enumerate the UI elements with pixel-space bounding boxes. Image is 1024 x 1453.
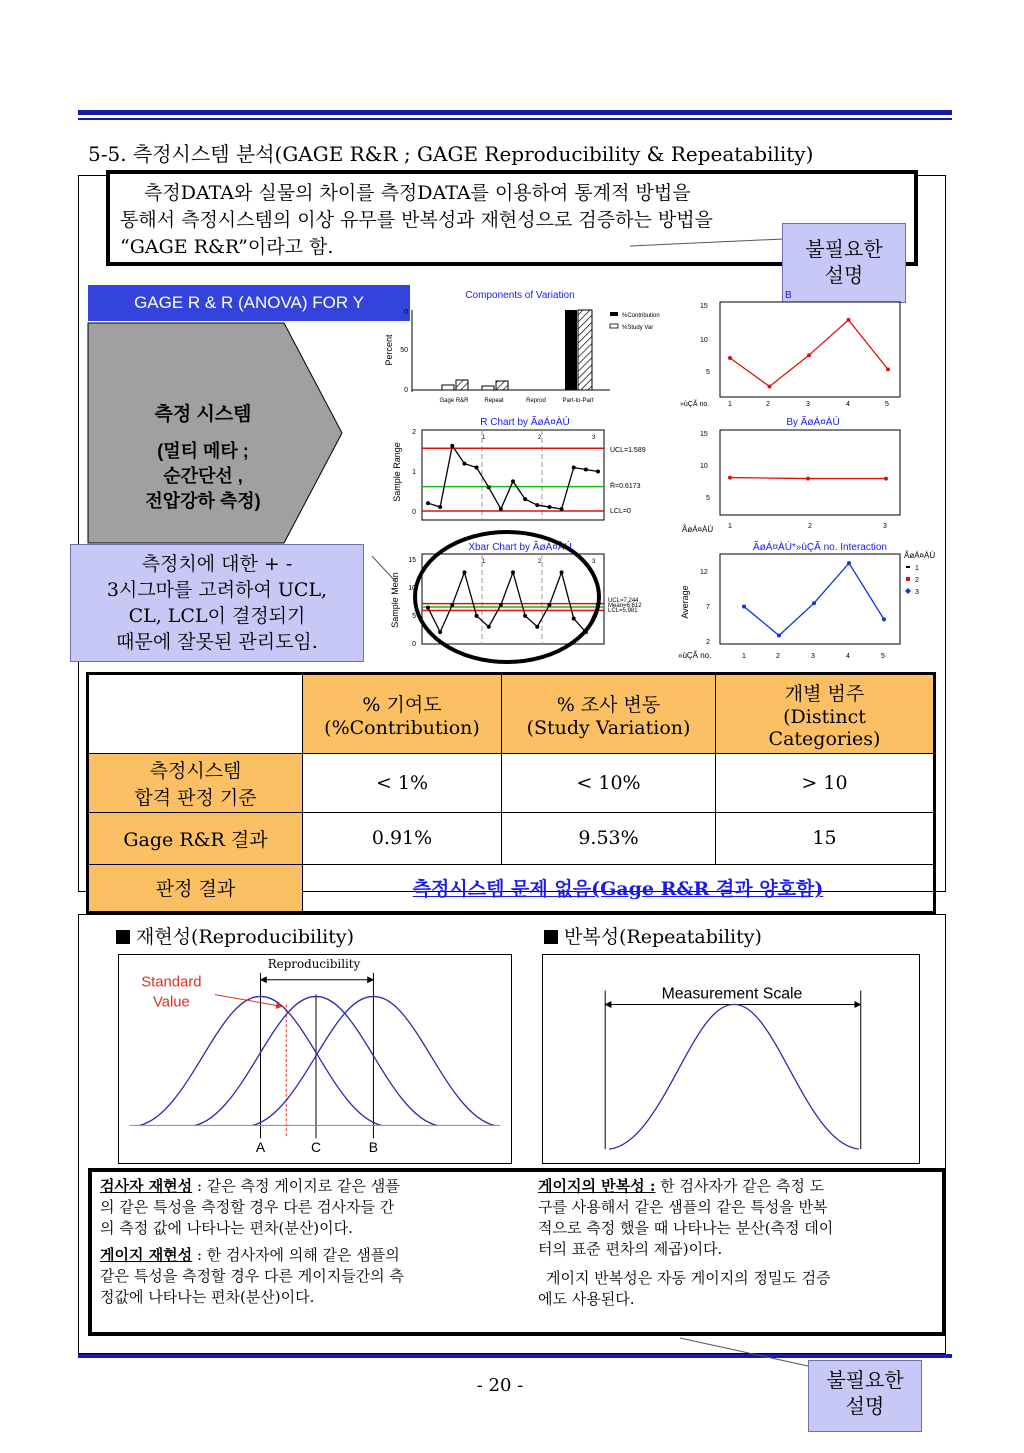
interaction-ytick-2: 7 [706,604,710,611]
components-ytick-1: 0 [404,309,408,316]
components-chart [384,290,660,404]
r-chart-top-tick-3: 3 [592,435,596,441]
r-chart-point [462,462,466,466]
r-chart-ytick-2: 1 [412,469,416,476]
by-operator-xtick-3: 3 [883,523,887,530]
section-heading: 5-5. 측정시스템 분석(GAGE R&R ; GAGE Reproducibility & Repeatability) [88,142,814,166]
criteria-header-row [88,674,935,754]
r-chart-ytick-3: 2 [412,429,416,436]
interaction-xtick-4: 4 [846,653,850,660]
gage-repro-para [100,1245,510,1308]
by-part-ytick-2: 10 [700,337,708,344]
operator-repro-text-3: 의 측정 값에 나타나는 편차(분산)이다. [100,1219,353,1237]
r-chart-top-tick-1: 1 [482,435,486,441]
components-cat-1: Gage R&R [439,398,469,404]
auto-gage-line-2: 에도 사용된다. [538,1290,635,1308]
note-mid-line-4: 때문에 잘못된 관리도임. [116,631,318,653]
curve-label-c: C [310,1139,321,1156]
r-chart-point [584,468,588,472]
repeatability-diagram [542,954,920,1164]
row3-label: 판정 결과 [88,864,303,912]
r-chart-point [499,507,503,511]
col3-line2: (Distinct [783,705,866,728]
reproducibility-definitions [100,1176,510,1308]
by-part-xtick-4: 4 [846,401,850,408]
row1-study-variation: < 10% [502,754,716,812]
auto-gage-line-1: 게이지 반복성은 자동 게이지의 정밀도 검증 [546,1269,831,1287]
xbar-chart-point [462,570,466,574]
r-chart-lcl-label: LCL=0 [610,508,631,515]
r-chart-point [535,503,539,507]
intro-line-2: 통해서 측정시스템의 이상 유무를 반복성과 재현성으로 검증하는 방법을 [120,209,713,231]
reproducibility-diagram [118,954,512,1164]
r-chart-ucl-label: UCL=1.589 [610,447,646,454]
xbar-chart-ytick-4: 15 [408,557,416,564]
components-legend-1: %Contribution [622,313,660,319]
by-operator-xlabel: ÃøÁ¤ÀÚ [682,525,714,534]
bottom-rule [78,1354,952,1358]
interaction-point [847,561,851,565]
components-title: Components of Variation [465,290,575,301]
interaction-point [812,601,816,605]
gage-repro-text-1: : 한 검사자에 의해 같은 샘플의 [192,1246,400,1264]
interaction-legend-1: 1 [915,565,919,572]
col1-line2: (%Contribution) [324,716,480,739]
system-title: 측정 시스템 [154,404,252,425]
r-chart-title: R Chart by ÃøÁ¤ÀÚ [480,417,570,428]
r-chart-point [438,505,442,509]
xbar-chart-point [438,630,442,634]
xbar-chart-ucl-label: UCL=7.244 [608,598,639,604]
by-part-ytick-3: 15 [700,303,708,310]
reproducibility-heading [116,922,354,949]
square-bullet-icon [544,930,558,944]
criteria-col-distinct-categories [716,674,935,754]
criteria-row-result [88,812,935,864]
note-mid-line-3: CL, LCL이 결정되기 [128,605,306,627]
xbar-chart-ytick-2: 5 [412,613,416,620]
interaction-point [882,617,886,621]
top-rule-thick [78,110,952,115]
reproducibility-arrow-label: Reproducibility [267,956,361,971]
note-mid-line-1: 측정치에 대한 + - [141,553,293,575]
by-part-xtick-2: 2 [766,401,770,408]
xbar-chart-point [560,570,564,574]
gage-repeat-title: 게이지의 반복성 : [538,1177,656,1195]
interaction-xtick-3: 3 [811,653,815,660]
by-part-xtick-3: 3 [806,401,810,408]
r-chart-point [426,501,430,505]
xbar-chart-top-tick-2: 2 [538,559,542,565]
operator-repro-title: 검사자 재현성 [100,1177,193,1195]
criteria-col-contribution [303,674,502,754]
interaction-xlabel: »ùÇÃ no. [678,651,712,660]
row3-verdict-cell [303,864,935,912]
operator-repro-text-1: : 같은 측정 게이지로 같은 샘플 [192,1177,400,1195]
components-ytick-2: 50 [400,347,408,354]
r-chart-rbar-label: R̄=0.6173 [610,483,641,490]
by-operator-ytick-3: 15 [700,431,708,438]
xbar-chart-point [450,603,454,607]
r-chart-top-tick-2: 2 [538,435,542,441]
curve-label-b: B [368,1139,379,1156]
components-cat-4: Part-to-Part [562,398,594,404]
curve-label-a: A [255,1139,266,1156]
xbar-chart-mean-label: Mean=6.612 [608,603,642,609]
r-chart-point [523,497,527,501]
note-bottom-line-2: 설명 [845,1394,885,1418]
top-rule-thin [78,118,952,120]
row1-label-line1: 측정시스템 [149,759,242,782]
standard-label-2: Value [152,994,190,1011]
xbar-chart-point [426,606,430,610]
interaction-point [777,634,781,638]
intro-line-3: “GAGE R&R”이라고 함. [120,236,334,258]
page-number: - 20 - [476,1375,524,1396]
col3-line1: 개별 범주 [784,682,865,705]
xbar-chart-ytick-1: 0 [412,641,416,648]
by-operator-point [728,476,732,480]
by-operator-ytick-1: 5 [706,495,710,502]
components-ylabel: Percent [384,334,394,366]
row2-contribution: 0.91% [303,812,502,864]
r-chart-point [596,470,600,474]
by-operator-title: By ÃøÁ¤ÀÚ [786,417,840,428]
criteria-row-verdict [88,864,935,912]
by-part-xtick-1: 1 [728,401,732,408]
xbar-chart-point [535,625,539,629]
gage-repro-line-1 [100,1245,510,1266]
xbar-chart-ytick-3: 10 [408,585,416,592]
col3-line3: Categories) [768,727,881,750]
by-operator-point [884,477,888,481]
measurement-scale-label: Measurement Scale [661,985,803,1003]
xbar-chart-point [487,625,491,629]
system-line-3: 전압강하 측정) [145,491,261,511]
col2-line1: % 조사 변동 [556,693,661,716]
criteria-table [86,672,936,914]
xbar-chart-top-tick-3: 3 [592,559,596,565]
components-legend-2: %Study Var [622,325,654,331]
note-leader-mid [372,556,396,582]
note-unnecessary-bottom [808,1360,922,1432]
by-part-point [886,367,890,371]
by-part-chart [680,290,900,408]
interaction-title: ÃøÁ¤ÀÚ*»ùÇÃ no. Interaction [753,542,887,553]
note-control-chart [70,544,364,662]
criteria-empty-cell [88,674,303,754]
note-top-line-1: 불필요한 [805,237,883,261]
row1-label [88,754,303,812]
interaction-xtick-5: 5 [881,653,885,660]
standard-label-1: Standard [141,974,202,991]
square-bullet-icon [116,930,130,944]
gage-repeat-para [538,1176,938,1260]
interaction-point [742,604,746,608]
components-ytick-3: 0 [404,387,408,394]
gage-repeat-text-2: 구를 사용해서 같은 샘플의 같은 특성을 반복 [538,1198,828,1216]
gage-repeat-text-4: 터의 표준 편차의 제곱)이다. [538,1240,723,1258]
interaction-ylabel: Average [680,585,690,619]
interaction-ytick-1: 2 [706,639,710,646]
xbar-chart-point [523,614,527,618]
repeatability-heading-text: 반복성(Repeatability) [564,926,762,948]
row1-distinct-categories: > 10 [716,754,935,812]
auto-gage-para [538,1268,938,1310]
criteria-col-study-variation [502,674,716,754]
system-text [100,402,306,514]
note-bottom-line-1: 불필요한 [826,1368,904,1392]
interaction-legend-2: 2 [915,577,919,584]
components-cat-3: Reprod [526,398,546,404]
by-part-xtick-5: 5 [885,401,889,408]
by-operator-xtick-2: 2 [808,523,812,530]
r-chart-point [560,507,564,511]
row1-label-line2: 합격 판정 기준 [134,786,257,809]
gage-charts [370,282,936,672]
interaction-xtick-1: 1 [742,653,746,660]
note-leader-bottom [680,1336,810,1370]
r-chart [392,415,646,520]
r-chart-point [475,466,479,470]
operator-repro-para [100,1176,510,1239]
by-operator-ytick-2: 10 [700,463,708,470]
by-part-point [728,356,732,360]
row2-label: Gage R&R 결과 [88,812,303,864]
system-line-2: 순간단선 , [163,466,243,486]
gage-repro-text-3: 정값에 나타나는 편차(분산)이다. [100,1288,315,1306]
interaction-legend-title: ÃøÁ¤ÀÚ [904,551,936,560]
by-part-point [847,318,851,322]
xbar-chart-title: Xbar Chart by ÃøÁ¤ÀÚ [468,542,572,553]
verdict-text: 측정시스템 문제 없음(Gage R&R 결과 양호함) [412,878,824,901]
by-part-title: B [785,290,792,301]
gage-repro-text-2: 같은 특성을 측정할 경우 다른 게이지들간의 측 [100,1267,404,1285]
interaction-ytick-3: 12 [700,569,708,576]
by-part-ytick-1: 5 [706,369,710,376]
by-part-point [807,353,811,357]
by-operator-chart [682,415,900,534]
r-chart-point [487,485,491,489]
r-chart-ylabel: Sample Range [392,442,402,502]
interaction-legend-3: 3 [915,589,919,596]
xbar-chart-point [572,617,576,621]
col1-line1: % 기여도 [362,693,442,716]
r-chart-ytick-1: 0 [412,509,416,516]
operator-repro-text-2: 의 같은 특성을 측정할 경우 다른 검사자들 간 [100,1198,395,1216]
xbar-chart-top-tick-1: 1 [482,559,486,565]
xbar-chart-point [511,570,515,574]
interaction-xtick-2: 2 [776,653,780,660]
xbar-chart-point [499,603,503,607]
gage-repeat-line-1 [538,1176,938,1197]
note-mid-line-2: 3시그마를 고려하여 UCL, [106,579,328,601]
reproducibility-heading-text: 재현성(Reproducibility) [136,926,355,948]
system-line-1: (멀티 메타 ; [157,441,249,461]
gage-repeat-text-1: 한 검사자가 같은 측정 도 [655,1177,825,1195]
r-chart-point [572,466,576,470]
r-chart-point [511,479,515,483]
by-operator-xtick-1: 1 [728,523,732,530]
operator-repro-line-1 [100,1176,510,1197]
by-part-xlabel: »ùÇÃ no. [680,401,710,408]
xbar-chart-point [475,614,479,618]
xbar-chart-lcl-label: LCL=5.981 [608,608,638,614]
gage-repeat-text-3: 적으로 측정 했을 때 나타나는 분산(측정 데이 [538,1219,834,1237]
intro-line-1: 측정DATA와 실물의 차이를 측정DATA를 이용하여 통계적 방법을 [144,182,691,204]
components-cat-2: Repeat [484,398,504,404]
note-top-line-2: 설명 [824,263,864,287]
criteria-row-standard [88,754,935,812]
interaction-chart [678,540,935,660]
r-chart-point [450,444,454,448]
xbar-chart-point [547,603,551,607]
gage-rr-header: GAGE R & R (ANOVA) FOR Y [88,285,410,321]
row2-study-variation: 9.53% [502,812,716,864]
col2-line2: (Study Variation) [526,716,691,739]
xbar-chart-ylabel: Sample Mean [390,572,400,628]
repeatability-definitions [538,1176,938,1310]
row1-contribution: < 1% [303,754,502,812]
r-chart-point [547,505,551,509]
gage-repro-title: 게이지 재현성 [100,1246,193,1264]
repeatability-heading [544,922,762,949]
by-part-point [768,384,772,388]
by-operator-point [806,477,810,481]
row2-distinct-categories: 15 [716,812,935,864]
